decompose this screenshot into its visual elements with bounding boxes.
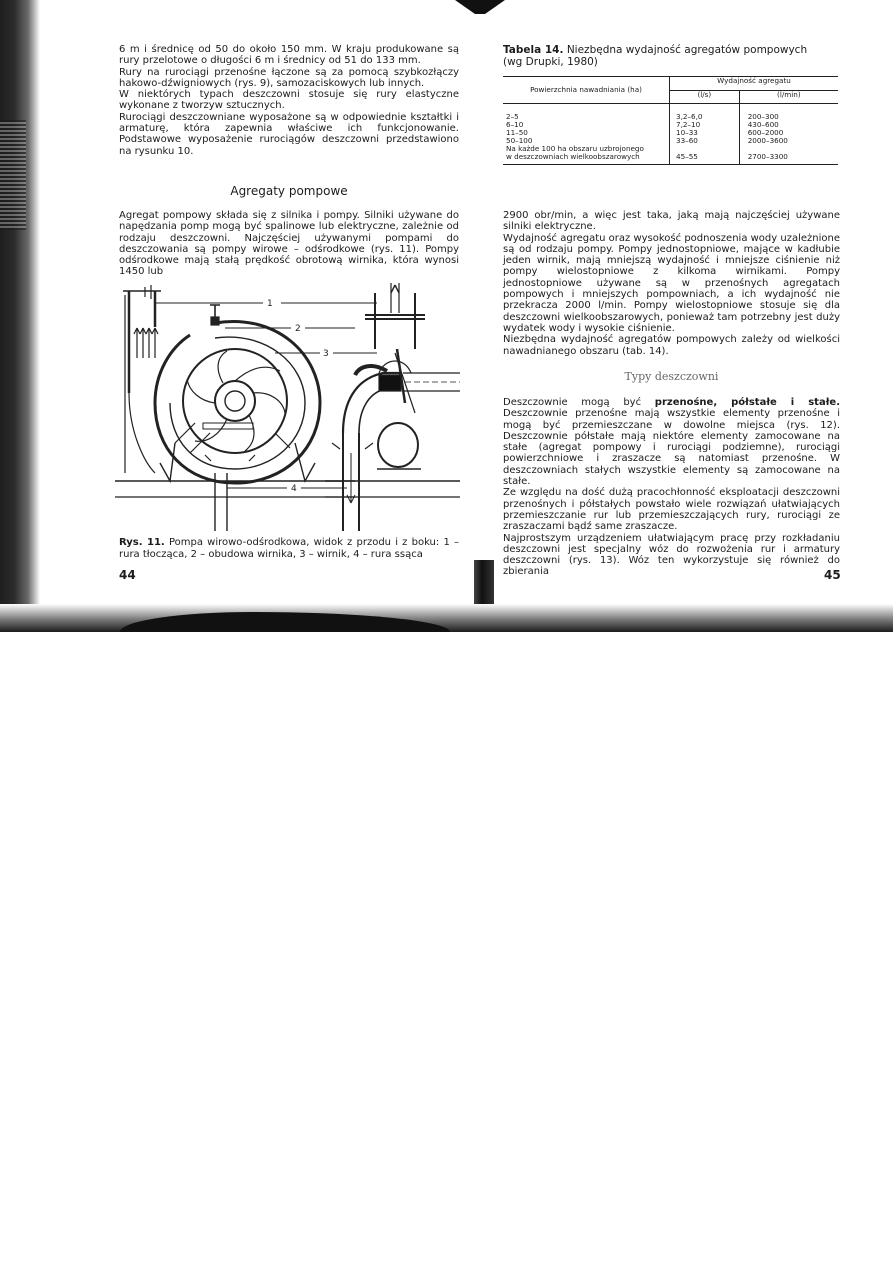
- callout-label: 1: [267, 299, 273, 309]
- emphasis: przenośne, półstałe i stałe.: [654, 397, 840, 408]
- section-heading-types: Typy deszczowni: [624, 370, 719, 383]
- text-run: Deszczownie mogą być: [503, 397, 655, 408]
- paragraph: Wydajność agregatu oraz wysokość podnoszenia wody uzależnione są od rodzaju pompy. Pompy jednostopniowe, mające w kadłubie jeden wirnik, mają mniejszą wydajność i mniejsze ciśnienie niż pompy wielostopniowe z kilkoma wirnikami. Pompy jednostopniowe używane są w przenośnych agregatach pompowych i mniejszych pompowniach, a ich wydajność nie przekracza 2000 l/min. Pompy wielostopniowe stosuje się dla deszczowni wielkoobszarowych, ponieważ tam potrzebny jest duży wydatek wody i wysokie ciśnienie.: [503, 232, 840, 334]
- table-title: [503, 44, 843, 68]
- table-header-area: Powierzchnia nawadniania (ha): [503, 77, 670, 104]
- caption-text: Pompa wirowo-odśrodkowa, widok z przodu i z boku: 1 – rura tłocząca, 2 – obudowa wirnika, 3 – wirnik, 4 – rura ssąca: [119, 537, 460, 560]
- paragraph: Rury na rurociągi przenośne łączone są za pomocą szybkozłączy hakowo-dźwigniowych (rys. 9), samozaciskowych lub innych.: [119, 66, 459, 89]
- table-cell-areas: 2–5 6–10 11–50 50–100 Na każde 100 ha obszaru uzbrojonego w deszczowniach wielkoobszarowych: [503, 104, 670, 165]
- callout-label: 4: [291, 484, 297, 494]
- paragraph: Rurociągi deszczowniane wyposażone są w odpowiednie kształtki i armaturę, która zapewnia właściwe ich funkcjonowanie. Podstawowe wyposażenie rurociągów deszczowni przedstawiono na rysunku 10.: [119, 111, 459, 157]
- paragraph: [503, 397, 840, 487]
- table-cell-lmin: 200–300 430–600 600–2000 2000–3600 2700–3300: [747, 112, 788, 161]
- paragraph: 6 m i średnicę od 50 do około 150 mm. W kraju produkowane są rury przelotowe o długości 6 m i średnicy od 51 do 133 mm.: [119, 44, 459, 67]
- paragraph: Niezbędna wydajność agregatów pompowych zależy od wielkości nawadnianego obszaru (tab. 14).: [503, 334, 840, 357]
- left-section-text: [119, 210, 459, 278]
- table-header-ls: (l/s): [670, 90, 740, 104]
- table-cell-ls: 3,2–6,0 7,2–10 10–33 33–60 45–55: [670, 104, 740, 165]
- table-title-label: Tabela 14.: [503, 44, 564, 56]
- caption-label: Rys. 11.: [119, 537, 165, 548]
- right-text-block-1: [503, 210, 840, 357]
- section-heading-pumps: Agregaty pompowe: [230, 184, 348, 198]
- paragraph: W niektórych typach deszczowni stosuje się rury elastyczne wykonane z tworzyw sztucznych.: [119, 89, 459, 112]
- table-source: (wg Drupki, 1980): [503, 56, 598, 68]
- left-intro-text: [119, 44, 459, 157]
- scan-left-edge-shadow: [0, 0, 40, 632]
- right-text-block-2: [503, 397, 840, 578]
- callout-label: 2: [295, 324, 301, 334]
- paragraph: Najprostszym urządzeniem ułatwiającym pracę przy rozkładaniu deszczowni jest specjalny wóz do rozwożenia rur i armatury deszczowni (rys. 13). Wóz ten wykorzystuje się również do zbierania: [503, 532, 840, 578]
- table-header-group: Wydajność agregatu: [670, 77, 839, 91]
- paragraph: 2900 obr/min, a więc jest taka, jaką mają najczęściej używane silniki elektryczne.: [503, 210, 840, 233]
- callout-label: 3: [323, 349, 329, 359]
- page-number-left: 44: [119, 568, 136, 582]
- table-header-lmin: (l/min): [777, 89, 801, 99]
- table-title-text: Niezbędna wydajność agregatów pompowych: [566, 44, 808, 56]
- scan-top-mark: [455, 0, 505, 14]
- pump-side-view: [325, 283, 460, 531]
- pump-figure: [115, 283, 460, 531]
- text-run: Deszczownie przenośne mają wszystkie elementy przenośne i mogą być przemieszczane w dowolne miejsca (rys. 12). Deszczownie półstałe mają niektóre elementy zamocowane na stałe (agregat pompowy i rurociągi podziemne), rurociągi powierzchniowe i zraszacze są natomiast przenośne. W deszczowniach stałych wszystkie elementy są zamocowane na stałe.: [503, 408, 840, 488]
- scan-left-edge-noise: [0, 120, 26, 230]
- page-number-right: 45: [824, 568, 841, 582]
- paragraph: Agregat pompowy składa się z silnika i pompy. Silniki używane do napędzania pomp mogą być spalinowe lub elektryczne, zależnie od rodzaju deszczowni. Najczęściej używanymi pompami do deszczowania są pompy wirowe – odśrodkowe (rys. 11). Pompy odśrodkowe mają stałą prędkość obrotową wirnika, która wynosi 1450 lub: [119, 210, 459, 278]
- pump-front-view: [115, 285, 355, 531]
- paragraph: Ze względu na dość dużą pracochłonność eksploatacji deszczowni przenośnych i półstałych powstało wiele rozwiązań ułatwiających przemieszczanie rur lub przemieszczających rury, rurociągi ze zraszaczami bądź same zraszacze.: [503, 487, 840, 533]
- figure-caption: [119, 537, 459, 560]
- capacity-table: [503, 76, 838, 165]
